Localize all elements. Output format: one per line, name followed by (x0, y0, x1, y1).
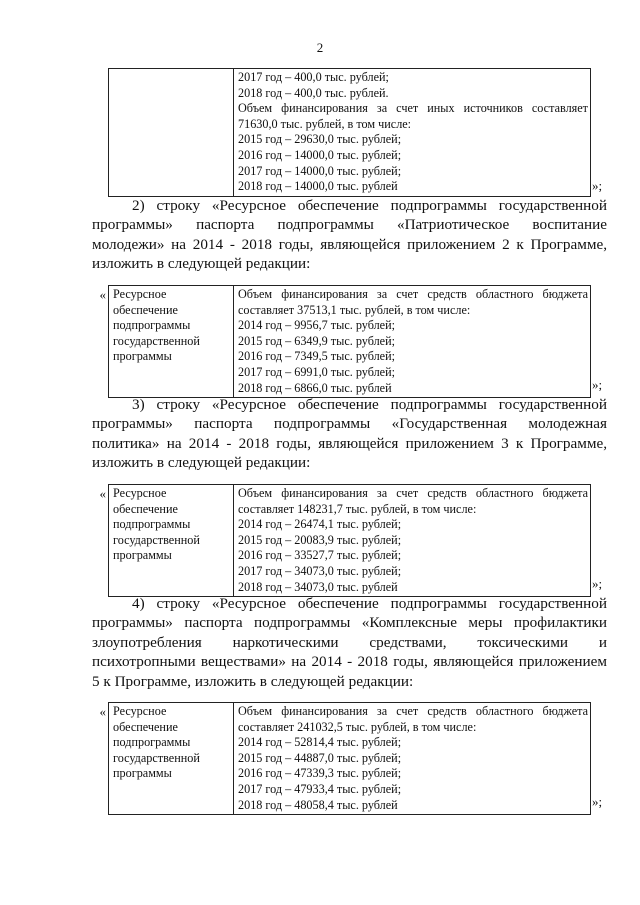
paragraph-line: молодежи» на 2014 - 2018 годы, являющейся приложением 2 к Программе, (92, 235, 607, 253)
paragraph-line: 3) строку «Ресурсное обеспечение подпрограммы государственной (132, 396, 607, 413)
table-cell-line: Объем финансирования за счет средств областного бюджета (238, 486, 588, 500)
table-right-cell (234, 69, 591, 197)
table-cell-line: Объем финансирования за счет средств областного бюджета (238, 704, 588, 718)
table-right-cell (234, 485, 591, 597)
paragraph-item-3 (92, 395, 607, 473)
closing-quote: »; (592, 377, 603, 392)
paragraph-line: психотропными веществами» на 2014 - 2018 годы, являющейся приложением (92, 653, 607, 671)
table-cell-line: составляет 148231,7 тыс. рублей, в том числе: (238, 501, 477, 516)
opening-quote: « (99, 287, 106, 302)
table-cell-line: Ресурсное (113, 704, 167, 718)
opening-quote: « (99, 704, 106, 719)
table-cell-line: обеспечение (113, 501, 178, 516)
table-cell-line: 2014 год – 9956,7 тыс. рублей; (238, 318, 395, 333)
table-cell-line: 2017 год – 6991,0 тыс. рублей; (238, 364, 395, 379)
table-cell-line: обеспечение (113, 719, 178, 734)
resource-table-frame (108, 702, 591, 815)
resource-table-frame (108, 285, 591, 398)
table-cell-line: государственной (113, 333, 200, 348)
table-cell-line: составляет 37513,1 тыс. рублей, в том числе: (238, 302, 471, 317)
table-cell-line: Ресурсное (113, 287, 167, 301)
table-cell-line: 71630,0 тыс. рублей, в том числе: (238, 116, 412, 131)
opening-quote: « (99, 486, 106, 501)
table-cell-line: 2018 год – 6866,0 тыс. рублей (238, 380, 392, 395)
table-right-cell (234, 286, 591, 398)
table-cell-line: 2018 год – 14000,0 тыс. рублей (238, 179, 398, 194)
table-cell-line: 2015 год – 44887,0 тыс. рублей; (238, 750, 402, 765)
table-cell-line: программы (113, 349, 172, 364)
table-cell-line: 2016 год – 33527,7 тыс. рублей; (238, 548, 402, 563)
closing-quote: »; (592, 178, 603, 193)
table-cell-line: 2015 год – 6349,9 тыс. рублей; (238, 333, 395, 348)
paragraph-item-2 (92, 196, 607, 274)
table-cell-line: 2015 год – 29630,0 тыс. рублей; (238, 132, 402, 147)
table-cell-line: Объем финансирования за счет средств областного бюджета (238, 287, 588, 301)
table-cell-line: подпрограммы (113, 735, 191, 750)
table-cell-line: программы (113, 548, 172, 563)
paragraph-line: изложить в следующей редакции: (92, 454, 311, 472)
table-cell-line: 2018 год – 34073,0 тыс. рублей (238, 579, 398, 594)
table-cell-line: 2017 год – 400,0 тыс. рублей; (238, 70, 389, 84)
closing-quote: »; (592, 576, 603, 591)
table-left-cell (109, 485, 234, 597)
table-cell-line: подпрограммы (113, 318, 191, 333)
table-right-cell (234, 703, 591, 815)
paragraph-line: злоупотребления наркотическими средствами, токсическими и (92, 633, 607, 651)
paragraph-item-4 (92, 594, 607, 691)
table-cell-line: государственной (113, 532, 200, 547)
table-cell-line: 2018 год – 400,0 тыс. рублей. (238, 85, 389, 100)
paragraph-line: политика» на 2014 - 2018 годы, являющейся приложением 3 к Программе, (92, 434, 607, 452)
paragraph-line: 4) строку «Ресурсное обеспечение подпрограммы государственной (132, 595, 607, 612)
table-cell-line: 2015 год – 20083,9 тыс. рублей; (238, 532, 402, 547)
table-cell-line: обеспечение (113, 302, 178, 317)
table-left-cell (109, 286, 234, 398)
table-left-cell (109, 69, 234, 197)
table-cell-line: 2014 год – 26474,1 тыс. рублей; (238, 517, 402, 532)
paragraph-line: программы» паспорта подпрограммы «Комплексные меры профилактики (92, 614, 607, 632)
table-left-cell (109, 703, 234, 815)
paragraph-line: 5 к Программе, изложить в следующей редакции: (92, 672, 414, 690)
table-cell-line: 2016 год – 7349,5 тыс. рублей; (238, 349, 395, 364)
table-cell-line: 2018 год – 48058,4 тыс. рублей (238, 797, 398, 812)
paragraph-line: программы» паспорта подпрограммы «Государственная молодежная (92, 415, 607, 433)
resource-table-frame (108, 484, 591, 597)
table-cell-line: 2017 год – 14000,0 тыс. рублей; (238, 163, 402, 178)
table-cell-line: 2014 год – 52814,4 тыс. рублей; (238, 735, 402, 750)
table-cell-line: программы (113, 766, 172, 781)
table-cell-line: 2017 год – 34073,0 тыс. рублей; (238, 563, 402, 578)
table-cell-line: составляет 241032,5 тыс. рублей, в том числе: (238, 719, 477, 734)
closing-quote: »; (592, 794, 603, 809)
paragraph-line: программы» паспорта подпрограммы «Патриотическое воспитание (92, 216, 607, 234)
paragraph-line: изложить в следующей редакции: (92, 255, 311, 273)
page-number: 2 (316, 40, 324, 55)
table-cell-line: Объем финансирования за счет иных источников составляет (238, 101, 588, 116)
table-cell-line: 2016 год – 47339,3 тыс. рублей; (238, 766, 402, 781)
table-cell-line: 2017 год – 47933,4 тыс. рублей; (238, 781, 402, 796)
resource-table-frame (108, 68, 591, 197)
table-cell-line: государственной (113, 750, 200, 765)
table-cell-line: 2016 год – 14000,0 тыс. рублей; (238, 147, 402, 162)
table-cell-line: Ресурсное (113, 486, 167, 500)
table-cell-line: подпрограммы (113, 517, 191, 532)
paragraph-line: 2) строку «Ресурсное обеспечение подпрограммы государственной (132, 197, 607, 214)
